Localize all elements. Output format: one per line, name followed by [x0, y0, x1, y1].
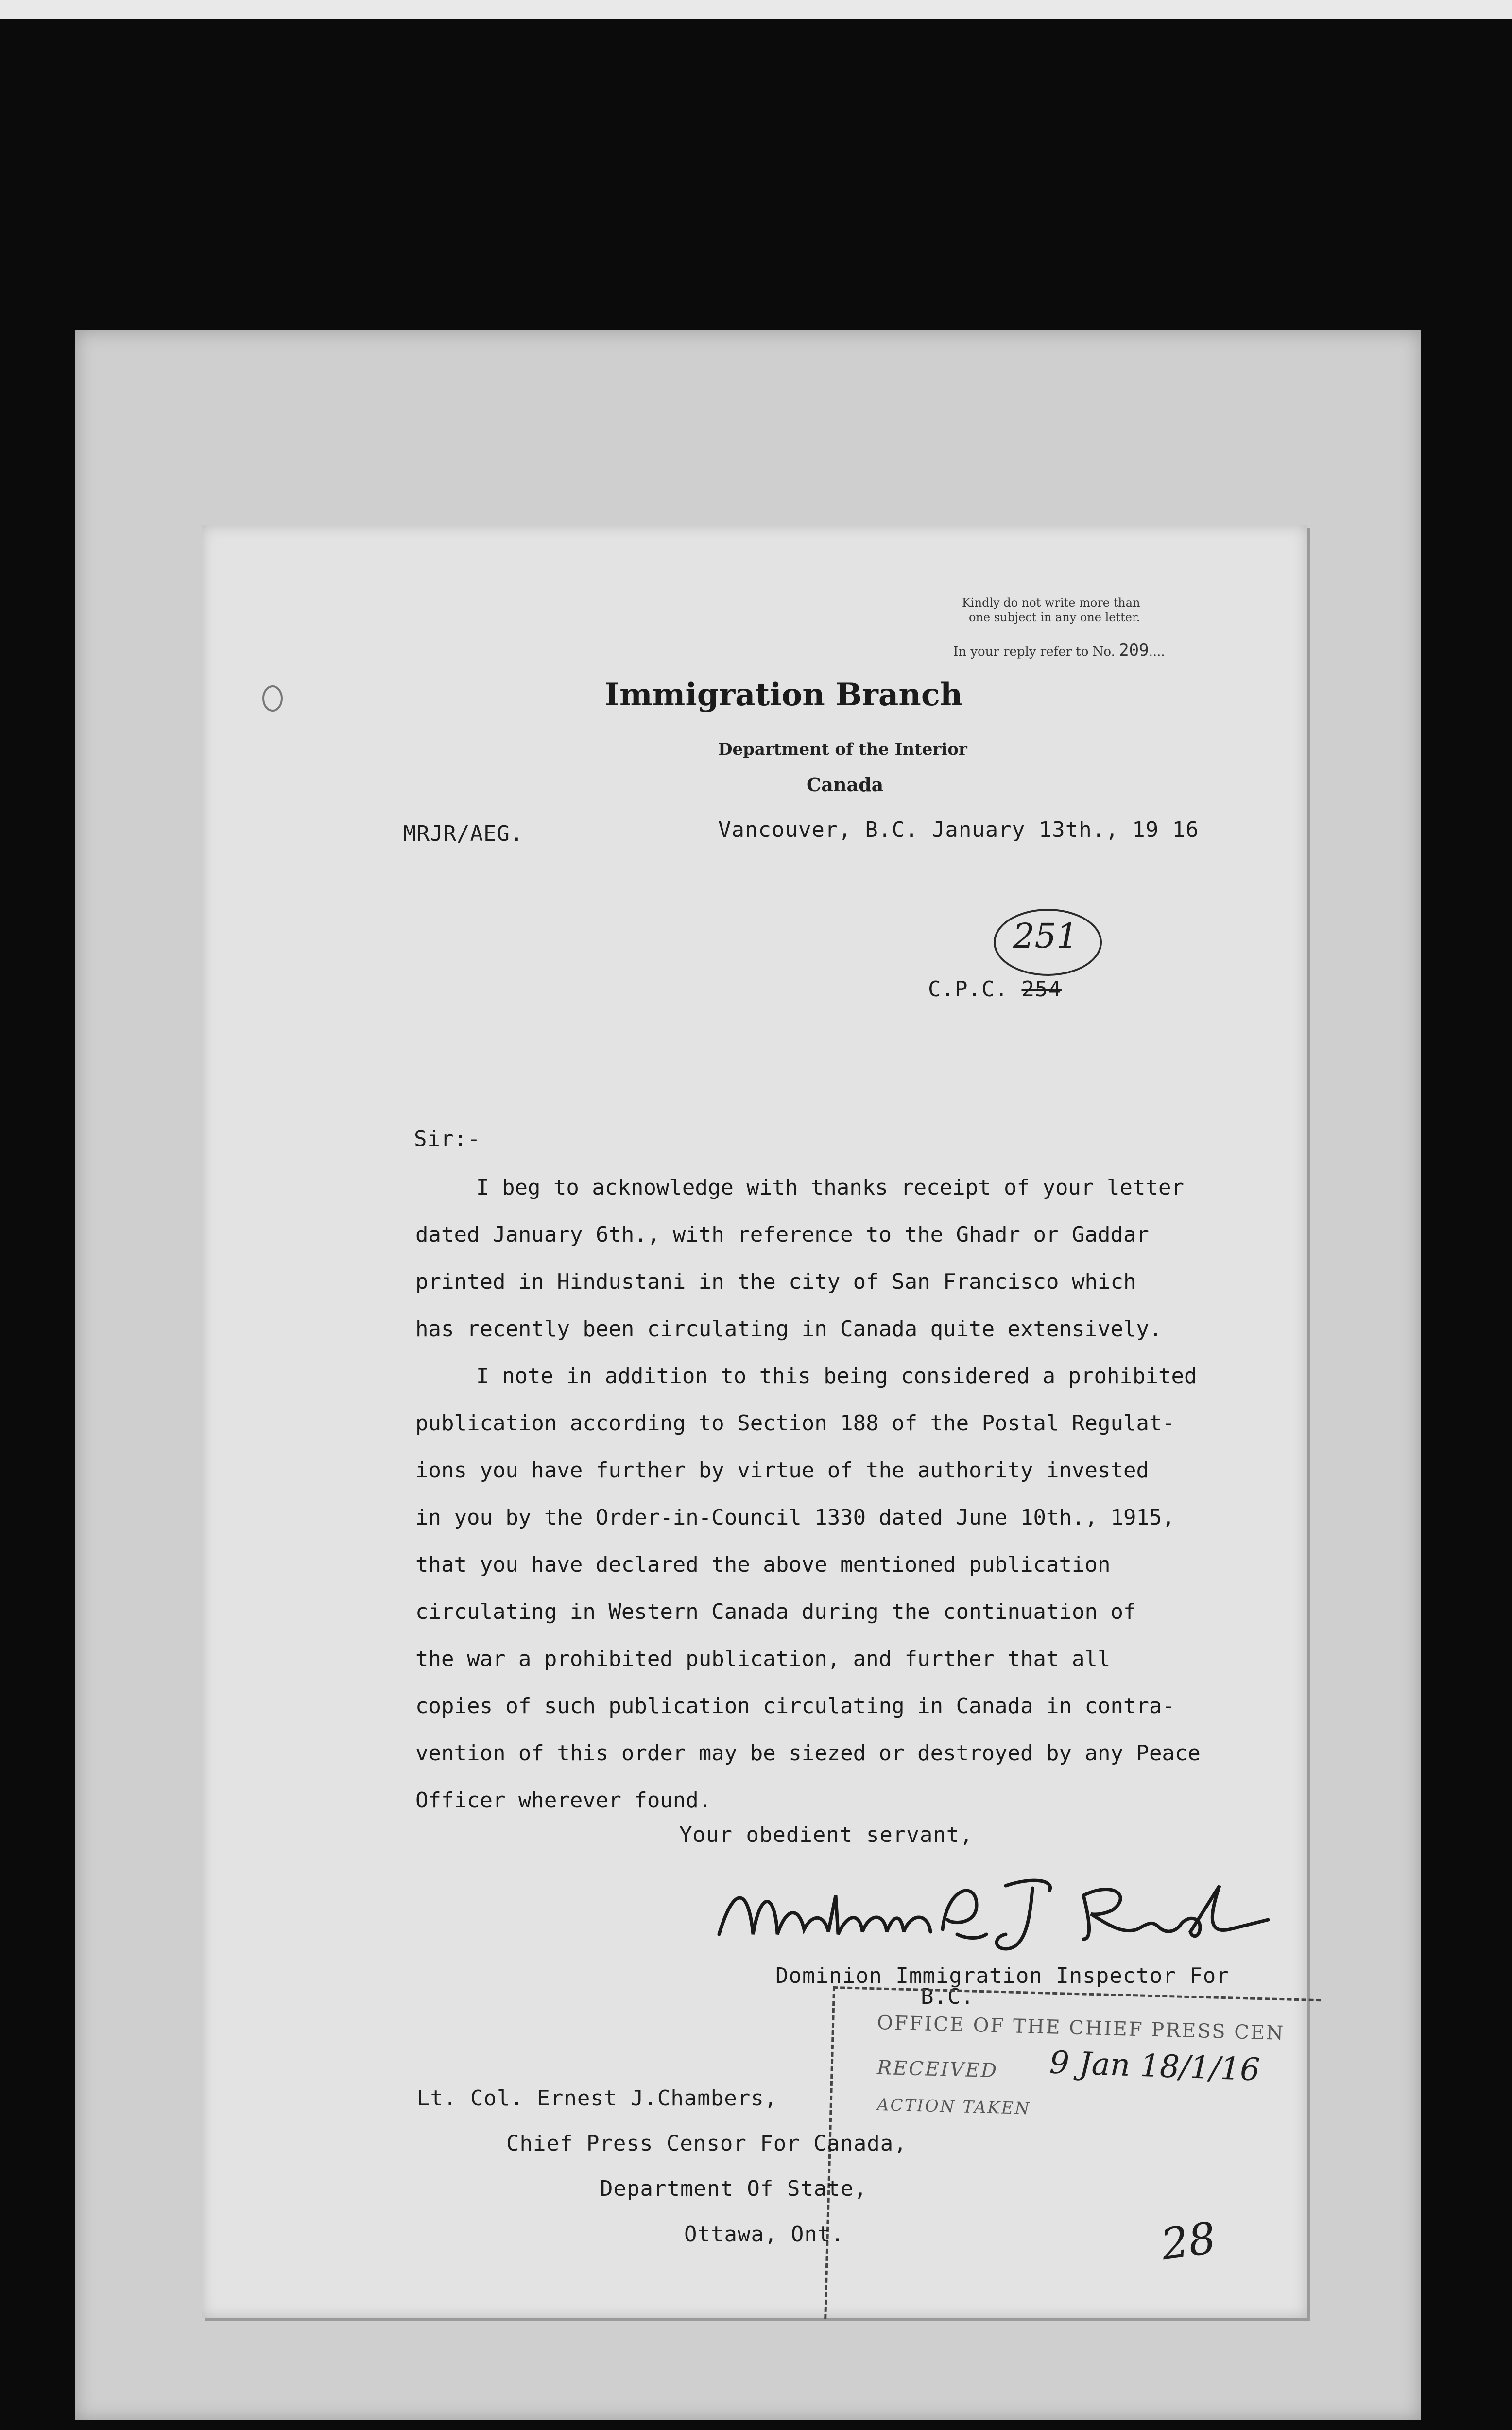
- circled-number-text: 251: [1013, 916, 1078, 956]
- closing: Your obedient servant,: [679, 1822, 973, 1847]
- body-line: that you have declared the above mentioned publication: [415, 1552, 1111, 1577]
- body-line: vention of this order may be siezed or destroyed by any Peace: [415, 1741, 1201, 1766]
- body-line: publication according to Section 188 of the Postal Regulat-: [415, 1411, 1175, 1436]
- recipient-title: Chief Press Censor For Canada,: [506, 2131, 907, 2156]
- reference-initials: MRJR/AEG.: [403, 821, 524, 846]
- place-and-date: Vancouver, B.C. January 13th., 19 16: [718, 817, 1199, 842]
- notice-line-2: one subject in any one letter.: [968, 610, 1140, 624]
- letter-body: [415, 1164, 1290, 1824]
- body-line: printed in Hindustani in the city of San Francisco which: [415, 1269, 1136, 1294]
- recipient-department: Department Of State,: [600, 2176, 867, 2201]
- body-line: has recently been circulating in Canada quite extensively.: [415, 1317, 1162, 1341]
- reply-reference: In your reply refer to No. 209....: [953, 641, 1165, 660]
- body-line: circulating in Western Canada during the continuation of: [415, 1599, 1136, 1624]
- signer-region: B.C.: [921, 1984, 974, 2009]
- body-line: the war a prohibited publication, and further that all: [415, 1647, 1111, 1671]
- stamp-received-date: 9 Jan 18/1/16: [1048, 2045, 1261, 2088]
- stamp-received-label: RECEIVED: [876, 2056, 998, 2083]
- salutation: Sir:-: [414, 1127, 481, 1151]
- body-line: I note in addition to this being considered a prohibited: [476, 1364, 1197, 1389]
- stamp-action-label: ACTION TAKEN: [876, 2095, 1031, 2119]
- margin-note: 28: [1158, 2212, 1219, 2270]
- recipient-name: Lt. Col. Ernest J.Chambers,: [417, 2086, 778, 2111]
- branch-title: Immigration Branch: [605, 677, 963, 713]
- stamp-office-line: OFFICE OF THE CHIEF PRESS CEN: [876, 2012, 1285, 2045]
- body-line: in you by the Order-in-Council 1330 dated June 10th., 1915,: [415, 1505, 1175, 1530]
- body-line: dated January 6th., with reference to the Ghadr or Gaddar: [415, 1222, 1149, 1247]
- country-name: Canada: [807, 774, 884, 796]
- body-line: ions you have further by virtue of the authority invested: [415, 1458, 1149, 1483]
- body-line: copies of such publication circulating in Canada in contra-: [415, 1694, 1175, 1718]
- refer-label: In your reply refer to No.: [953, 644, 1115, 659]
- department-name: Department of the Interior: [718, 740, 967, 759]
- recipient-city: Ottawa, Ont.: [684, 2222, 844, 2247]
- file-reference: [928, 977, 1062, 1002]
- body-line: I beg to acknowledge with thanks receipt of your letter: [476, 1175, 1184, 1200]
- file-struck-number: 254: [1021, 977, 1062, 1002]
- handwritten-signature: [714, 1866, 1278, 1954]
- notice-line-1: Kindly do not write more than: [962, 596, 1140, 609]
- body-line: Officer wherever found.: [415, 1788, 712, 1813]
- refer-number: 209: [1119, 641, 1149, 660]
- signer-title: Dominion Immigration Inspector For: [775, 1963, 1230, 1988]
- file-prefix: C.P.C.: [928, 977, 1008, 1002]
- letterhead-notice: [962, 595, 1140, 625]
- punch-hole-mark: [262, 685, 283, 712]
- film-top-edge: [0, 0, 1512, 19]
